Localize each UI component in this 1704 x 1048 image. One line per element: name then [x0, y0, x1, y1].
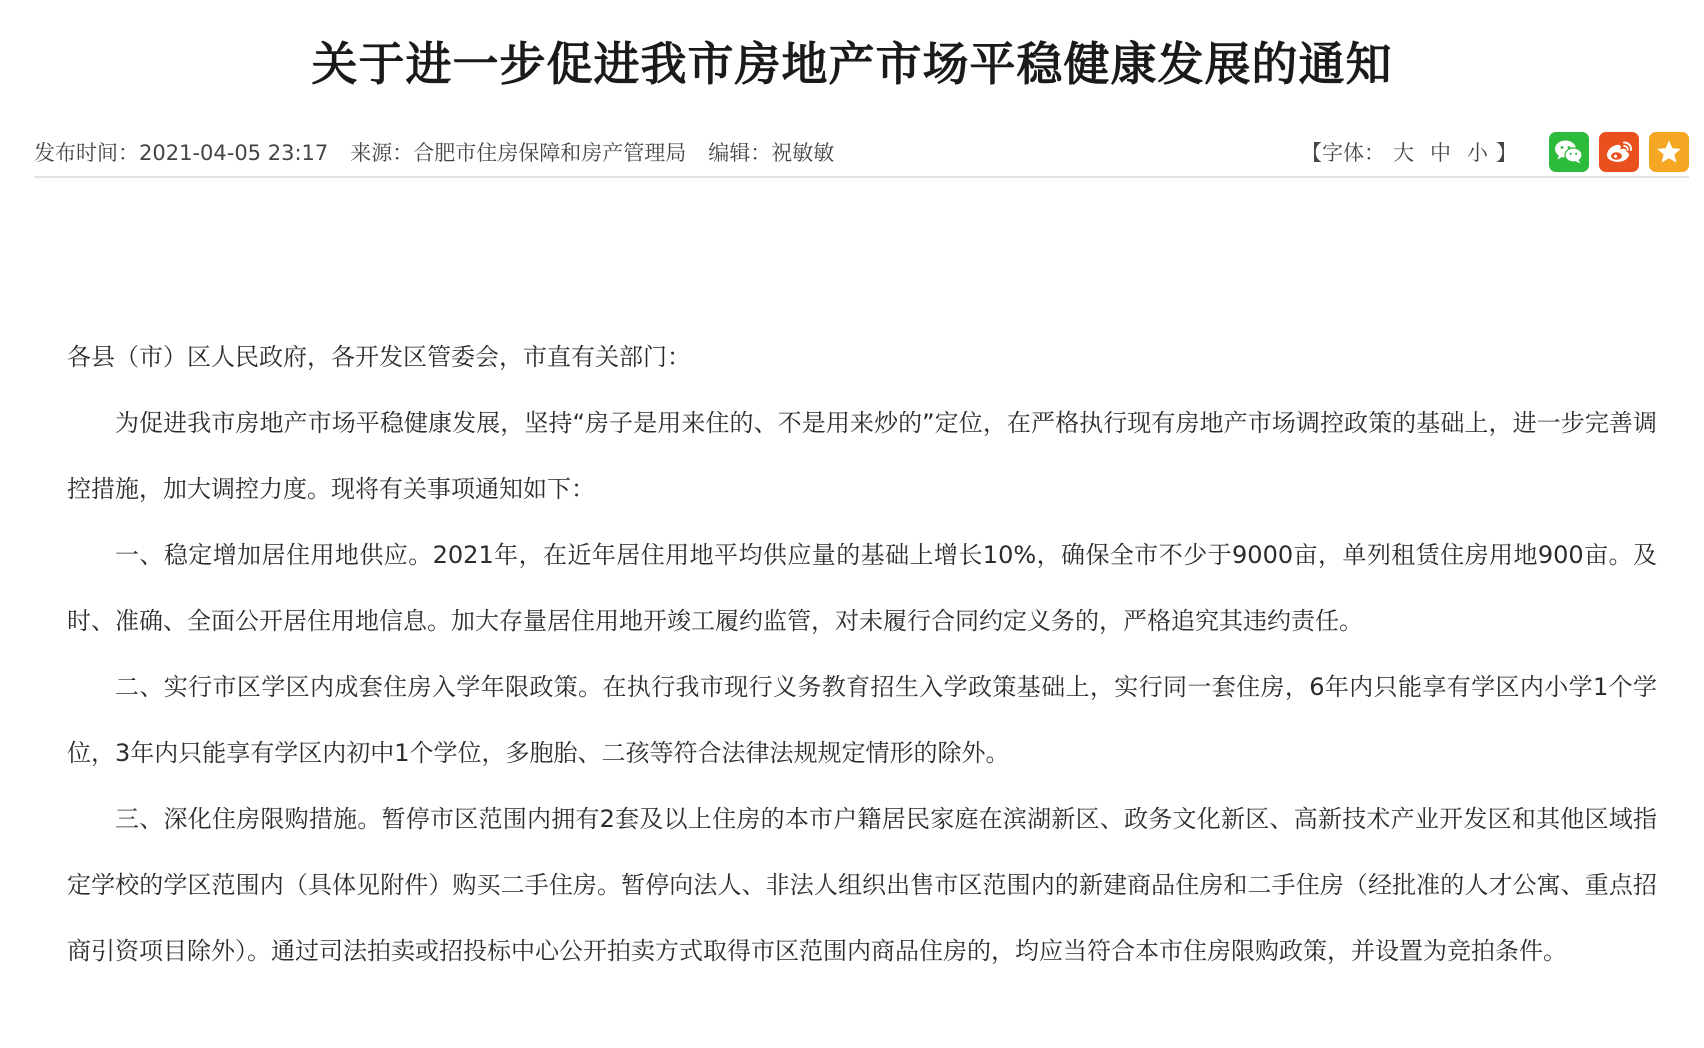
- article-meta-info: [34, 128, 856, 176]
- font-size-small-button[interactable]: 小: [1467, 141, 1488, 165]
- font-size-large-button[interactable]: 大: [1393, 141, 1414, 165]
- article-paragraph-1: 一、稳定增加居住用地供应。2021年，在近年居住用地平均供应量的基础上增长10%，确保全市不少于9000亩，单列租赁住房用地900亩。及时、准确、全面公开居住用地信息。加大存量居住用地开竣工履约监管，对未履行合同约定义务的，严格追究其违约责任。: [67, 541, 1657, 635]
- article-paragraph-intro: 为促进我市房地产市场平稳健康发展，坚持“房子是用来住的、不是用来炒的”定位，在严格执行现有房地产市场调控政策的基础上，进一步完善调控措施，加大调控力度。现将有关事项通知如下：: [67, 409, 1657, 503]
- font-size-medium-button[interactable]: 中: [1430, 141, 1451, 165]
- share-wechat-button[interactable]: [1549, 132, 1589, 172]
- article-paragraph-3: 三、深化住房限购措施。暂停市区范围内拥有2套及以上住房的本市户籍居民家庭在滨湖新区、政务文化新区、高新技术产业开发区和其他区域指定学校的学区范围内（具体见附件）购买二手住房。暂停向法人、非法人组织出售市区范围内的新建商品住房和二手住房（经批准的人才公寓、重点招商引资项目除外）。通过司法拍卖或招投标中心公开拍卖方式取得市区范围内商品住房的，均应当符合本市住房限购政策，并设置为竞拍条件。: [67, 805, 1657, 965]
- star-icon: [1655, 138, 1683, 166]
- article-title: 关于进一步促进我市房地产市场平稳健康发展的通知: [311, 37, 1393, 91]
- wechat-icon: [1554, 139, 1584, 165]
- favorite-button[interactable]: [1649, 132, 1689, 172]
- article-meta-bar: [34, 128, 1689, 178]
- weibo-icon: [1604, 139, 1634, 165]
- font-size-bracket-close: 】: [1496, 141, 1517, 165]
- article-salutation: 各县（市）区人民政府，各开发区管委会，市直有关部门：: [67, 343, 691, 371]
- article-tools: [1301, 128, 1689, 176]
- article-paragraph-2: 二、实行市区学区内成套住房入学年限政策。在执行我市现行义务教育招生入学政策基础上，实行同一套住房，6年内只能享有学区内小学1个学位，3年内只能享有学区内初中1个学位，多胞胎、二孩等符合法律法规规定情形的除外。: [67, 673, 1657, 767]
- share-weibo-button[interactable]: [1599, 132, 1639, 172]
- font-size-switcher: [1301, 137, 1517, 167]
- article-editor: 编辑：祝敏敏: [708, 141, 835, 165]
- article-source: 来源：合肥市住房保障和房产管理局: [350, 141, 687, 165]
- publish-time: 发布时间：2021-04-05 23:17: [34, 141, 329, 165]
- font-size-label: 【字体：: [1301, 141, 1385, 165]
- article-body: [67, 324, 1657, 984]
